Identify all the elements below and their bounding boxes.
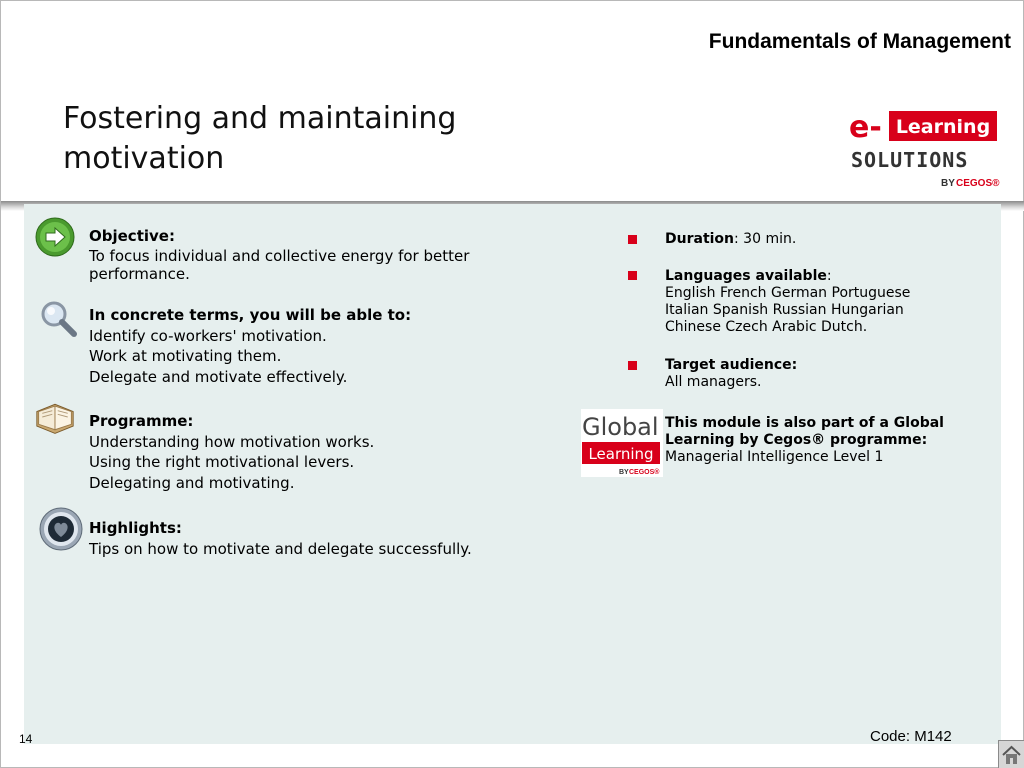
concrete-line: Identify co-workers' motivation. xyxy=(89,326,327,345)
global-learning-line: Learning by Cegos® programme: xyxy=(665,432,928,448)
duration-value: : 30 min. xyxy=(734,231,797,247)
objective-heading: Objective: xyxy=(89,227,175,245)
logo-by-text: BY xyxy=(941,178,955,189)
heart-icon xyxy=(39,507,83,551)
global-learning-text xyxy=(665,415,944,466)
arrow-right-icon xyxy=(35,217,75,257)
global-logo-learning-text: Learning xyxy=(588,445,654,463)
page-number: 14 xyxy=(19,732,33,746)
highlights-line: Tips on how to motivate and delegate successfully. xyxy=(89,539,472,558)
bullet-square-icon xyxy=(628,271,637,280)
course-title: Fundamentals of Management xyxy=(708,30,1011,53)
objective-line: performance. xyxy=(89,264,190,283)
global-logo-by-text: BY xyxy=(619,469,629,476)
languages-line: Chinese Czech Arabic Dutch. xyxy=(665,319,868,335)
highlights-section xyxy=(89,518,472,559)
logo-cegos-text: CEGOS® xyxy=(956,178,1000,189)
page-title-line-1: Fostering and maintaining xyxy=(63,101,457,136)
programme-heading: Programme: xyxy=(89,412,194,430)
concrete-line: Work at motivating them. xyxy=(89,347,282,365)
languages-label: Languages available xyxy=(665,268,827,284)
logo-e-text: e- xyxy=(849,110,882,145)
concrete-line: Delegate and motivate effectively. xyxy=(89,367,348,386)
concrete-heading: In concrete terms, you will be able to: xyxy=(89,306,412,324)
languages-item xyxy=(665,268,910,336)
logo-learning-text: Learning xyxy=(895,116,991,138)
home-icon[interactable] xyxy=(998,740,1024,768)
global-learning-logo xyxy=(581,409,663,477)
concrete-section xyxy=(89,305,411,387)
languages-line: English French German Portuguese xyxy=(665,285,911,301)
global-logo-global-text: Global xyxy=(582,413,659,441)
audience-value: All managers. xyxy=(665,374,762,390)
page-title xyxy=(63,99,563,179)
page-title-line-2: motivation xyxy=(63,141,225,176)
programme-section xyxy=(89,411,374,493)
logo-solutions-text: SOLUTIONS xyxy=(851,148,969,172)
objective-line: To focus individual and collective energy for better xyxy=(89,246,470,265)
audience-item xyxy=(665,357,797,391)
magnifier-icon xyxy=(39,299,79,339)
open-book-icon xyxy=(35,397,75,437)
bullet-square-icon xyxy=(628,361,637,370)
programme-line: Delegating and motivating. xyxy=(89,473,295,492)
duration-label: Duration xyxy=(665,231,735,247)
global-learning-line: This module is also part of a Global xyxy=(665,415,944,431)
global-learning-programme: Managerial Intelligence Level 1 xyxy=(665,449,884,465)
languages-line: Italian Spanish Russian Hungarian xyxy=(665,302,904,318)
module-code: Code: M142 xyxy=(870,728,952,745)
e-learning-solutions-logo xyxy=(849,109,1009,189)
duration-item xyxy=(665,231,796,248)
audience-label: Target audience: xyxy=(665,357,798,373)
objective-section xyxy=(89,226,469,283)
programme-line: Understanding how motivation works. xyxy=(89,432,375,451)
languages-colon: : xyxy=(826,268,832,284)
highlights-heading: Highlights: xyxy=(89,519,182,537)
global-logo-cegos-text: CEGOS® xyxy=(629,469,660,476)
programme-line: Using the right motivational levers. xyxy=(89,453,355,471)
bullet-square-icon xyxy=(628,235,637,244)
